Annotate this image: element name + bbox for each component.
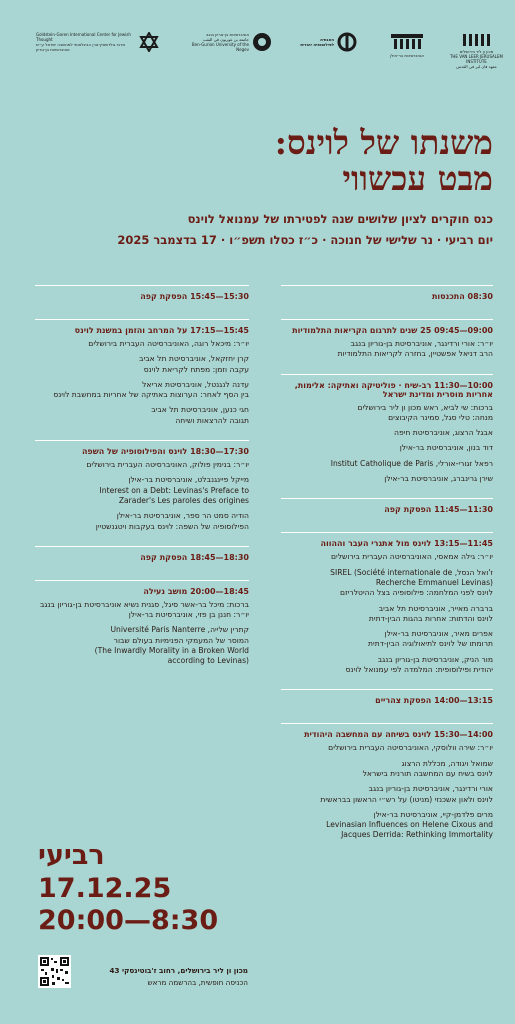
page-title (93, 125, 493, 197)
jewish-philosophy-association-logo (292, 32, 364, 52)
speaker-name: מייקל פיינגנבלט, אוניברסיטת בר-אילן (128, 475, 249, 485)
speaker-item: אבגל הרצוג, אוניברסיטת חיפה (394, 428, 493, 438)
moderator-text: מנחה: טלי סגל, סמינר הקיבוצים (388, 412, 493, 422)
logo-bar (14, 32, 504, 70)
event-dateline: יום רביעי · נר שלישי של חנוכה · כ״ז כסלו תשפ״ו · 17 בדצמבר 2025 (117, 233, 493, 247)
talk-title: לוינס לפני המלחמה: פילוסופיה בצל ההיטלריזם (340, 588, 493, 598)
speaker-name: ז'ואל הנסל, SIREL (Société internationale de (330, 567, 493, 577)
talk-title: עקבה וזמן: מפתח לקריאת לוינס (143, 364, 249, 374)
speaker-item (35, 475, 249, 506)
talk-title-cont: Zarader's Les paroles des origines (118, 495, 249, 505)
speaker-item (281, 568, 493, 599)
jewish-philosophy-text: האגודה לפילוסופיה יהודית (300, 37, 334, 47)
chair-line: יו״ר: מיכאל רוגה, האוניברסיטה העברית בירושלים (88, 339, 249, 348)
star-of-david-icon (139, 32, 159, 52)
chair-line: יו״ר: שירה וולוסקי, האוניברסיטה העברית בירושלים (328, 743, 493, 753)
speaker-name: ברברה מאייר, אוניברסיטת תל אביב (378, 603, 493, 613)
talk-title-en: (The Inwardly Morality in a Broken World (94, 646, 249, 656)
title-line-1: משנתו של לוינס: (274, 123, 493, 162)
speaker-item (281, 759, 493, 780)
talk-title: לוינס והדתות: אחרות בהגות הבין-דתית (368, 613, 493, 623)
speaker-name: מור הניק, אוניברסיטת בן-גוריון בנגב (377, 654, 493, 664)
speaker-text: הרב דניאל אפשטיין, בחזרה לקריאות התלמודיות (337, 349, 493, 359)
session-space-time: 15:45—17:15 על המרחב והזמן במשנת לוינס (74, 326, 249, 335)
speaker-name: אורי ורדינגר, אוניברסיטת בן-גוריון בנגב (368, 784, 493, 794)
speaker-item (281, 810, 493, 841)
speaker-item (35, 380, 249, 401)
speaker-item (281, 655, 493, 676)
van-leer-text: מכון ון ליר בירושלים THE VAN LEER JERUSALEM INSTITUTE معهد فان لير في القدس (449, 49, 504, 69)
greetings-text: ברכות: שי לביא, ראש מכון ון ליר בירושלים (357, 402, 493, 412)
event-date: 17.12.25 (38, 873, 172, 904)
speaker-item (281, 629, 493, 650)
talk-title: תגובה להרצאות ושיחה (175, 415, 249, 425)
talk-title: המוסר של המעמקי הפנימיות בעולם שבור (113, 635, 249, 645)
van-leer-columns-icon (461, 32, 493, 48)
venue-address: מכון ון ליר בירושלים, רחוב ז'בוטינסקי 43 (109, 966, 248, 975)
association-emblem-icon (337, 32, 357, 52)
speaker-item (35, 511, 249, 532)
speaker-item (281, 604, 493, 625)
session-coffee-break: 11:30—11:45 הפסקת קפה (384, 505, 493, 515)
bar-ilan-text: אוניברסיטת בר-אילן (390, 53, 424, 58)
speaker-item: שירן גרינברג, אוניברסיטת בר-אילן (384, 474, 493, 484)
speaker-item: רפאל זגורי-אורלי, Institut Catholique de Paris (330, 458, 493, 468)
registration-note: הכניסה חופשית, בהרשמה מראש (147, 978, 248, 987)
speaker-name: מרים פלדמן-קיי, אוניברסיטת בר-אילן (373, 809, 493, 819)
speaker-name: חגי כנען, אוניברסיטת תל אביב (151, 405, 249, 415)
speaker-item: דוד בנון, אוניברסיטת בר-אילן (399, 443, 493, 453)
talk-title-cont: Jacques Derrida: Rethinking Immortality (341, 830, 493, 840)
bar-ilan-building-icon (389, 32, 425, 52)
speaker-name: שמואל ויגודה, מכללת הרצוג (401, 758, 493, 768)
title-line-2: מבט עכשווי (342, 159, 493, 198)
speaker-item (35, 354, 249, 375)
greetings-line (35, 600, 249, 621)
session-jewish-thought: 14:00—15:30 לוינס בשיחה עם המחשבה היהודית (304, 730, 493, 740)
talk-title: Interest on a Debt: Levinas's Preface to (99, 485, 249, 495)
speaker-name: עדנה לנגנטל, אוניברסיטת אריאל (142, 379, 249, 389)
event-time: 20:00—8:30 (38, 905, 219, 936)
talk-title-en-cont: according to Levinas) (167, 656, 249, 666)
bar-ilan-logo (382, 32, 432, 58)
session-coffee-break: 15:30—15:45 הפסקת קפה (140, 292, 249, 301)
bgu-emblem-icon (252, 32, 272, 52)
schedule-left-column (35, 285, 249, 672)
event-day: רביעי (38, 840, 105, 871)
speaker-item (281, 784, 493, 805)
chair-text: יו״ר: אורי ורדינגר, אוניברסיטת בן-גוריון בנגב (350, 339, 493, 348)
goldstein-goren-text: Goldstein-Goren International Center for Jewish Thought מרכז גולדשטיין-גורן הבינלאומי למחשבה ישראל ע״ש אוניברסיטת בן-גוריון (36, 32, 131, 52)
speaker-name: קתרין שלייה, Université Paris Nanterre (110, 625, 249, 635)
chair-text: יו״ר: חננן בן פזי, אוניברסיטת בר-אילן (128, 610, 249, 620)
speaker-item (35, 625, 249, 666)
speaker-item (35, 405, 249, 426)
speaker-name: אפרים מאיר, אוניברסיטת בר-אילן (384, 629, 493, 639)
van-leer-logo (449, 32, 504, 69)
ben-gurion-text: אוניברסיטת בן-גוריון בנגב جامعة بن غوريون في النقب Ben-Gurion University of the Negev (191, 32, 249, 52)
speaker-name: קרן יחזקאל, אוניברסיטת תל אביב (139, 354, 249, 364)
greetings-line (281, 403, 493, 424)
subtitle: כנס חוקרים לציון שלושים שנה לפטירתו של עמנואל לוינס (187, 212, 493, 226)
session-closing: 18:45—20:00 מושב נעילה (143, 586, 249, 596)
session-roundtable: 10:00—11:30 רב-שיח · פוליטיקה ואתיקה: אלימות, אחריות מוסרית ומדינת ישראל (294, 380, 493, 399)
talk-title: בין הסף לאחר: הערוצות באתיקה של אחריות במחשבת לוינס (53, 390, 249, 400)
chair-line: יו״ר: גילה אמאסי, האוניברסיטה העברית בירושלים (330, 552, 493, 562)
talk-title: לוינס בשיח עם המחשבה תורנית בישראל (362, 768, 493, 778)
talk-title: לוינס ולאון אשכנזי (מניטו) על רש״י הראשון בבראשית (320, 794, 493, 804)
speaker-affiliation: Recherche Emmanuel Levinas) (375, 577, 493, 587)
schedule-right-column (281, 285, 493, 846)
session-past-present: 11:45—13:15 לוינס מול אתגרי העבר וההווה (320, 539, 493, 549)
talk-title: תרומתו של לוינס לתיאולוגיה הבין-דתית (368, 639, 493, 649)
session-lunch-break: 13:15—14:00 הפסקת צהריים (375, 696, 493, 706)
greetings-text: ברכות: מיכל בר-אשר סיגל, סגנית נשיא אוניברסיטת בן-גוריון בנגב (39, 599, 249, 609)
session-coffee-break-2: 18:30—18:45 הפסקת קפה (140, 552, 249, 562)
ben-gurion-university-logo (189, 32, 274, 52)
talk-title: הפילוסופיה של השפה: לוינס בעקבות ויטגנשטיין (95, 521, 249, 531)
session-talmudic-readings: 09:00—09:45 25 שנים לתרגום הקריאות התלמודיות (292, 326, 493, 335)
speaker-name: הודיה סמט הר ספר, אוניברסיטת בר-אילן (116, 511, 249, 521)
qr-code-icon[interactable] (38, 955, 71, 988)
chair-line (281, 339, 493, 360)
session-philosophy-of-language: 17:30—18:30 לוינס והפילוסופיה של השפה (81, 447, 249, 457)
talk-title: יהודית ופילוסופית: המלמדה לפי עמנואל לוינס (345, 665, 493, 675)
chair-line: יו״ר: בנימין פולוק, האוניברסיטה העברית בירושלים (86, 460, 249, 470)
goldstein-goren-logo (36, 32, 166, 52)
session-gathering: 08:30 התכנסות (431, 292, 493, 301)
talk-title: Levinasian Influences on Helene Cixous and (326, 820, 493, 830)
